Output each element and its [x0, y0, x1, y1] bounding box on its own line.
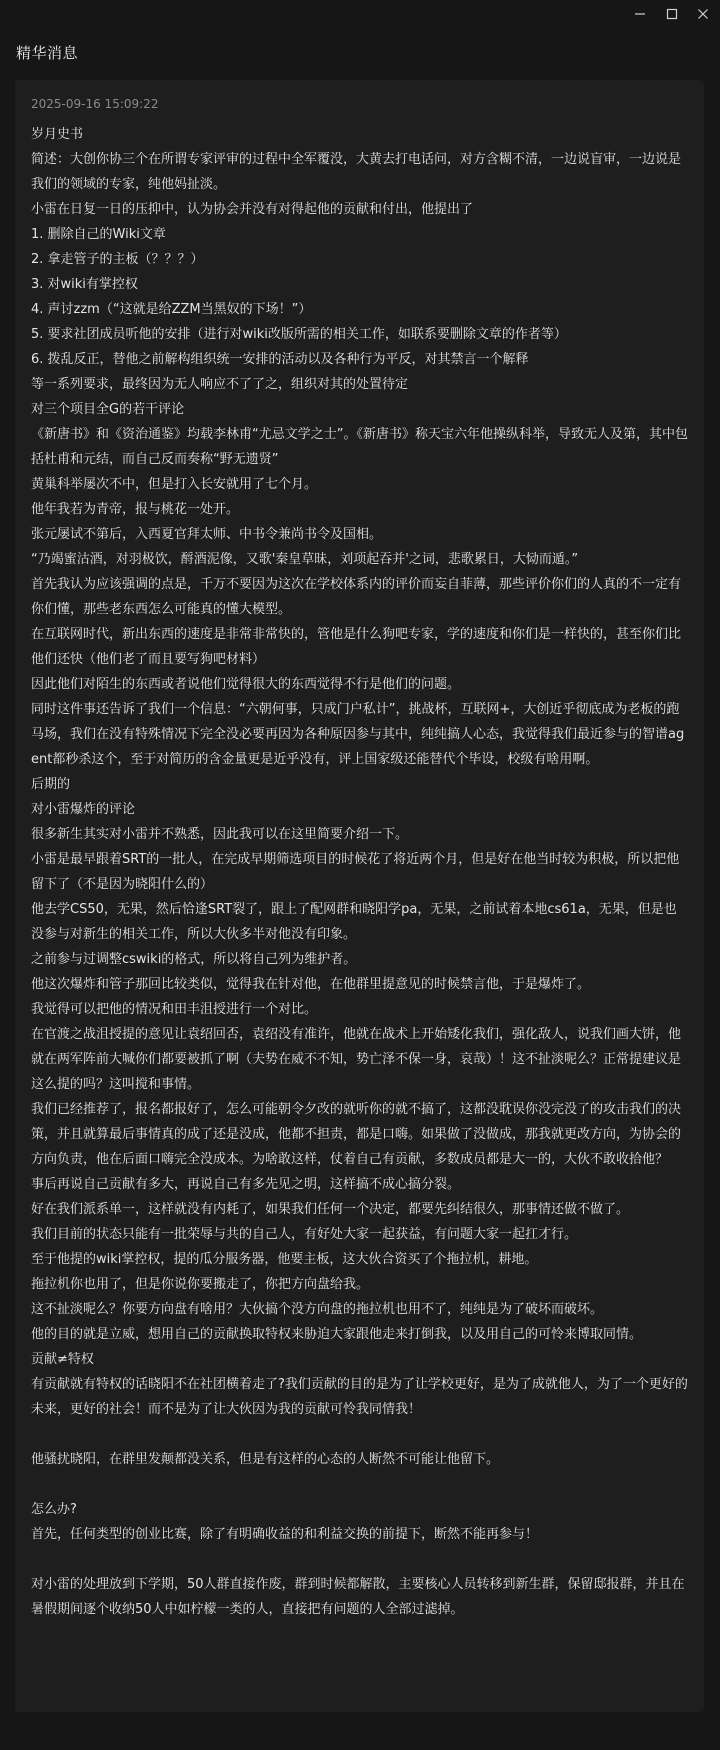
message-line: 6. 拨乱反正，替他之前解构组织统一安排的活动以及各种行为平反，对其禁言一个解释 [31, 352, 529, 367]
message-line: 4. 声讨zzm（“这就是给ZZM当黑奴的下场！”） [31, 302, 312, 317]
message-line: 这不扯淡呢么？你要方向盘有啥用？大伙搞个没方向盘的拖拉机也用不了，纯纯是为了破坏而破坏。 [31, 1302, 604, 1317]
message-line: 张元屡试不第后，入西夏官拜太师、中书令兼尚书令及国相。 [31, 527, 383, 542]
message-line: 简述：大创你协三个在所谓专家评审的过程中全军覆没，大黄去打电话问，对方含糊不清，一边说盲审，一边说是我们的领域的专家，纯他妈扯淡。 [31, 152, 682, 192]
message-line: 他骚扰晓阳，在群里发颠都没关系，但是有这样的心态的人断然不可能让他留下。 [31, 1452, 500, 1467]
message-line: 黄巢科举屡次不中，但是打入长安就用了七个月。 [31, 477, 318, 492]
page-title: 精华消息 [16, 44, 79, 62]
featured-message-card [15, 80, 704, 1712]
maximize-icon[interactable] [655, 0, 689, 28]
minimize-icon[interactable] [623, 0, 657, 28]
message-content [31, 122, 689, 1622]
message-line: 至于他提的wiki掌控权，提的瓜分服务器，他要主板，这大伙合资买了个拖拉机，耕地。 [31, 1252, 538, 1267]
message-line: 他的目的就是立威，想用自己的贡献换取特权来胁迫大家跟他走来打倒我，以及用自己的可怜来博取同情。 [31, 1327, 643, 1342]
title-bar [0, 0, 720, 28]
message-line: 之前参与过调整cswiki的格式，所以将自己列为维护者。 [31, 952, 357, 967]
message-line: 等一系列要求，最终因为无人响应不了了之，组织对其的处置待定 [31, 377, 409, 392]
message-line: 《新唐书》和《资治通鉴》均载李林甫“尤忌文学之士”。《新唐书》称天宝六年他操纵科举，导致无人及第，其中包括杜甫和元结，而自己反而奏称“野无遗贤” [31, 427, 688, 467]
message-line: 因此他们对陌生的东西或者说他们觉得很大的东西觉得不行是他们的问题。 [31, 677, 461, 692]
message-line: 我觉得可以把他的情况和田丰沮授进行一个对比。 [31, 1002, 318, 1017]
message-line: 5. 要求社团成员听他的安排（进行对wiki改版所需的相关工作，如联系要删除文章的作者等） [31, 327, 567, 342]
message-line: 首先，任何类型的创业比赛，除了有明确收益的和利益交换的前提下，断然不能再参与！ [31, 1527, 539, 1542]
message-line [31, 1472, 689, 1497]
message-line: 好在我们派系单一，这样就没有内耗了，如果我们任何一个决定，都要先纠结很久，那事情还做不做了。 [31, 1202, 630, 1217]
message-line: 后期的 [31, 777, 71, 792]
message-line: 1. 删除自己的Wiki文章 [31, 227, 166, 242]
message-line: “乃竭蜜沽酒，对羽极饮，酹酒泥像，又歌'秦皇草昧，刘项起吞并'之词，悲歌累日，大恸而遁。” [31, 552, 579, 567]
message-line: 岁月史书 [31, 127, 84, 142]
message-line: 怎么办? [31, 1502, 77, 1517]
message-line: 拖拉机你也用了，但是你说你要搬走了，你把方向盘给我。 [31, 1277, 370, 1292]
message-line: 有贡献就有特权的话晓阳不在社团横着走了?我们贡献的目的是为了让学校更好，是为了成就他人，为了一个更好的未来，更好的社会！而不是为了让大伙因为我的贡献可怜我同情我！ [31, 1377, 688, 1417]
message-line: 3. 对wiki有掌控权 [31, 277, 138, 292]
message-line: 对小雷爆炸的评论 [31, 802, 136, 817]
message-line: 他去学CS50，无果，然后恰逢SRT裂了，跟上了配网群和晓阳学pa，无果，之前试着本地cs61a，无果，但是也没参与对新生的相关工作，所以大伙多半对他没有印象。 [31, 902, 677, 942]
message-line: 2. 拿走管子的主板（？？？） [31, 252, 204, 267]
message-line: 我们目前的状态只能有一批荣辱与共的自己人，有好处大家一起获益，有问题大家一起扛才行。 [31, 1227, 578, 1242]
message-line: 很多新生其实对小雷并不熟悉，因此我可以在这里简要介绍一下。 [31, 827, 409, 842]
message-line: 同时这件事还告诉了我们一个信息：“六朝何事，只成门户私计”，挑战杯，互联网+，大创近乎彻底成为老板的跑马场，我们在没有特殊情况下完全没必要再因为各种原因参与其中，纯纯搞人心态，我觉得我们最近参与的智谱agent都秒杀这个，至于对简历的含金量更是近乎没有，评上国家级还能替代个毕设，校级有啥用啊。 [31, 702, 685, 767]
close-icon[interactable] [686, 0, 720, 28]
message-line: 他年我若为青帝，报与桃花一处开。 [31, 502, 240, 517]
message-line: 在互联网时代，新出东西的速度是非常非常快的，管他是什么狗吧专家，学的速度和你们是一样快的，甚至你们比他们还快（他们老了而且要写狗吧材料） [31, 627, 682, 667]
message-timestamp: 2025-09-16 15:09:22 [31, 97, 159, 111]
message-line: 小雷在日复一日的压抑中，认为协会并没有对得起他的贡献和付出，他提出了 [31, 202, 474, 217]
message-line [31, 1547, 689, 1572]
message-line: 对小雷的处理放到下学期，50人群直接作废，群到时候都解散，主要核心人员转移到新生群，保留邸报群，并且在暑假期间逐个收纳50人中如柠檬一类的人，直接把有问题的人全部过滤掉。 [31, 1577, 685, 1617]
message-line [31, 1422, 689, 1447]
message-line: 事后再说自己贡献有多大，再说自己有多先见之明，这样搞不成心搞分裂。 [31, 1177, 461, 1192]
message-line: 他这次爆炸和管子那回比较类似，觉得我在针对他，在他群里提意见的时候禁言他，于是爆炸了。 [31, 977, 591, 992]
message-line: 我们已经推荐了，报名都报好了，怎么可能朝令夕改的就听你的就不搞了，这都没耽误你没完没了的攻击我们的决策，并且就算最后事情真的成了还是没成，他都不担责，都是口嗨。如果做了没做成，那我就更改方向，为协会的方向负责，他在后面口嗨完全没成本。为啥敢这样，仗着自己有贡献，多数成员都是大一的，大伙不敢收拾他？ [31, 1102, 682, 1167]
message-line: 在官渡之战沮授提的意见让袁绍回否，袁绍没有准许，他就在战术上开始矮化我们，强化敌人，说我们画大饼，他就在两军阵前大喊你们都要被抓了啊（夫势在威不不知，势亡泽不保一身，哀哉）！这不扯淡呢么？正常提建议是这么提的吗？这叫搅和事情。 [31, 1027, 682, 1092]
message-line: 首先我认为应该强调的点是，千万不要因为这次在学校体系内的评价而妄自菲薄，那些评价你们的人真的不一定有你们懂，那些老东西怎么可能真的懂大模型。 [31, 577, 682, 617]
message-line: 小雷是最早跟着SRT的一批人，在完成早期筛选项目的时候花了将近两个月，但是好在他当时较为积极，所以把他留下了（不是因为晓阳什么的） [31, 852, 680, 892]
message-line: 贡献≠特权 [31, 1352, 94, 1367]
message-line: 对三个项目全G的若干评论 [31, 402, 185, 417]
